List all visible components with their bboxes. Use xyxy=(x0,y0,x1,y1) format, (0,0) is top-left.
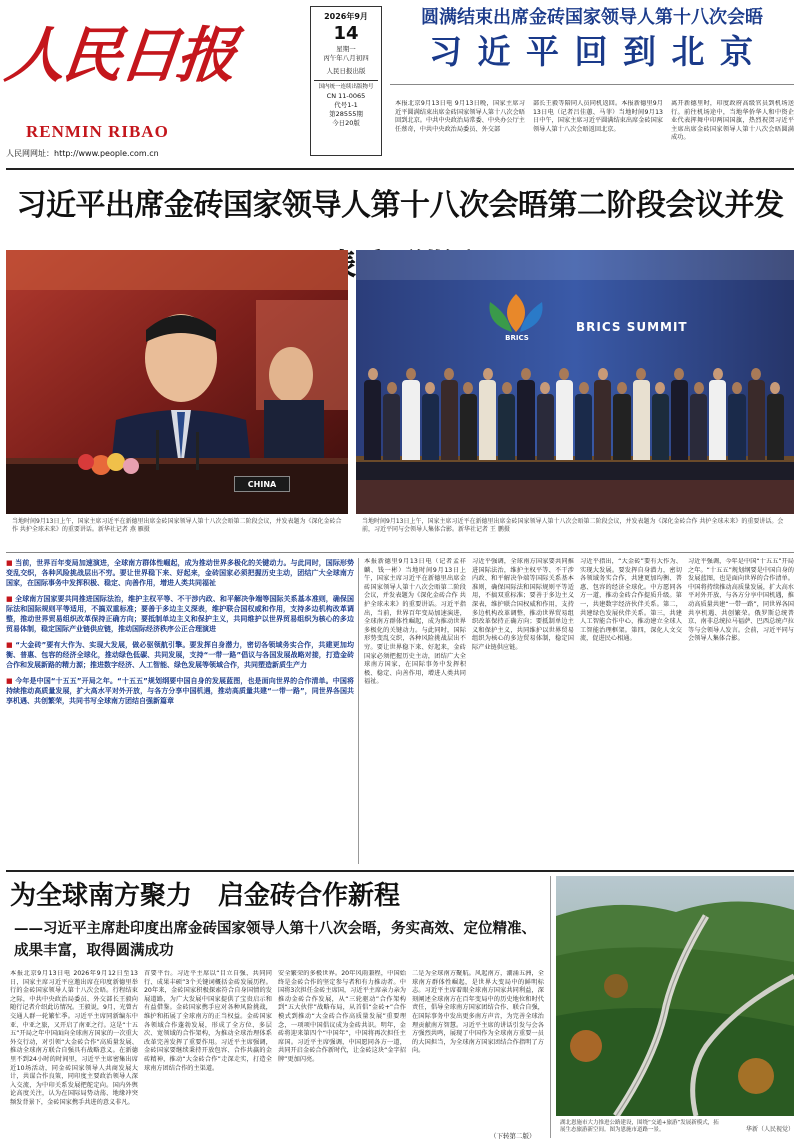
leader-figure xyxy=(422,382,439,460)
page-count: 今日20版 xyxy=(332,119,360,127)
leader-figure xyxy=(479,368,496,460)
date-weekday: 星期一 xyxy=(336,45,356,53)
feature-col3: 安全繁荣的多极世界。20年风雨兼程，中国始终是金砖合作的坚定参与者和有力推动者。中国将3次担任金砖主席国，习近平主席亲力亲为推动金砖合作发展，从“三轮驱动”合作架构到“五大伙伴”战略布局，从首倡“金砖+”合作模式到推动“大金砖合作高质量发展”重要理念，一项项中国倡议成为金砖共识。明年，金砖将迎来第四个“中国年”，中国将再次担任主席国。习近平主席强调，中国愿同各方一道，共同开启金砖合作新时代，让金砖这块“金字招牌”更加闪亮。 xyxy=(278,970,406,1063)
top-story-col3: 离开新德里时，印度政府高级官员到机场送行。前往机场途中，当地华侨华人和中资企业代表挥舞中印两国国旗，热烈祝贺习近平主席出席金砖国家领导人第十八次会晤圆满成功。 xyxy=(671,100,794,142)
masthead-logo: 人民日报 xyxy=(1,21,238,91)
road-photo-credit: 华新（人民视觉） xyxy=(745,1126,794,1133)
masthead-english-title: RENMIN RIBAO xyxy=(26,122,169,141)
brics-summit-banner: BRICS SUMMIT xyxy=(576,320,688,334)
meeting-article-col3: 习近平指出，“大金砖”要有大作为、实现大发展。要发挥自身潜力，密切各领域务实合作，共建更加均衡、普惠、包容的经济全球化。中方愿同各方一道，推动金砖合作提质升级。第一，共建数字经济伙伴关系。第二，共建绿色发展伙伴关系。第三，共建人工智能合作中心，推动建立全球人工智能治理框架。第四，深化人文交流，促进民心相通。 xyxy=(580,558,682,643)
leader-figure xyxy=(402,368,419,460)
key-point-4: ■ 今年是中国“十五五”开局之年。“十五五”规划纲要中国自身的发展蓝图，也是面向世界的合作清单。中国将持续推动高质量发展，扩大高水平对外开放，与各方分享中国机遇，推动高质量共建“一带一路”，同世界各国共享机遇、共创繁荣，共同书写全球南方团结自强新篇章 xyxy=(6,677,354,705)
leader-figure xyxy=(460,382,477,460)
leader-figure xyxy=(748,368,765,460)
leader-figure xyxy=(709,368,726,460)
leader-figure xyxy=(594,368,611,460)
brics-logo-text: BRICS xyxy=(505,334,529,342)
cn-number: CN 11-0065 xyxy=(326,92,366,100)
group-photo xyxy=(356,250,794,514)
meeting-article-col4: 习近平强调，今年是中国“十五五”开局之年。“十五五”规划纲要是中国自身的发展蓝图，也是面向世界的合作清单。中国将持续推动高质量发展，扩大高水平对外开放，与各方分享中国机遇，推动高质量共建“一带一路”，同世界各国共享机遇、共创繁荣。俄罗斯总统普京、南非总统拉马福萨、巴西总统卢拉等与会领导人发言。会前，习近平同与会领导人集体合影。 xyxy=(688,558,794,643)
road-photo-illustration xyxy=(556,876,794,1116)
issue-number: 第28555期 xyxy=(329,110,363,118)
leader-figure xyxy=(441,368,458,460)
daihao: 代号1-1 xyxy=(334,101,358,109)
leader-figure xyxy=(575,382,592,460)
mountain-road-photo xyxy=(556,876,794,1116)
date-lunar: 丙午年八月初四 xyxy=(323,54,369,62)
leaders-group xyxy=(364,368,786,460)
feature-subheadline: ——习近平主席赴印度出席金砖国家领导人第十八次会晤，务实高效、定位精准、成果丰富，取得圆满成功 xyxy=(14,920,536,959)
meeting-article-col1: 本报新德里9月13日电（记者孟祥麟、钱一彬）当地时间9月13日上午，国家主席习近平在新德里出席金砖国家领导人第十八次会晤第二阶段会议，并发表题为《深化金砖合作 共护全球未来》的重要讲话。习近平指出，当前，世界百年变局加速演进，全球南方群体性崛起，成为推动世界多极化的关键动力。与此同时，国际形势变乱交织，各种风险挑战层出不穷。要让世界稳下来、好起来，金砖国家必须把握历史主动，团结广大全球南方国家，在国际事务中发挥积极、稳定、向善作用，增进人类共同福祉。 xyxy=(364,558,466,686)
feature-col4: 二是为全球南方聚航。风起南方，潮涌五洲，全球南方群体性崛起，是世界大变局中的鲜明标志。习近平主席着眼全球南方国家共同利益，深刻阐述全球南方在百年变局中的历史地位和时代责任，倡导全球南方国家团结合作、联合自强，在国际事务中发出更多南方声音，为完善全球治理贡献南方智慧。习近平主席的讲话引发与会各方强烈共鸣，展现了中国作为全球南方重要一员的大国担当，为全球南方国家团结合作指明了方向。 xyxy=(412,970,544,1055)
date-box xyxy=(310,6,382,156)
publisher: 人民日报出版 xyxy=(326,67,366,75)
top-story-col2: 部长王毅等陪同人员同机返回。本报新德里9月13日电（记者吕佳蕙、马菲）当地时间9月13日中午，国家主席习近平圆满结束出席金砖国家领导人第十八次会晤返回北京。 xyxy=(533,100,663,133)
leader-figure xyxy=(633,368,650,460)
feature-col2: 首要平台。习近平主席以“目立自强、共同同行、成果丰硕”3个关键词概括金砖发展历程。20年来，金砖国家积极探索符合自身国情的发展道路，为广大发展中国家提供了宝贵启示和有益借鉴。金砖国家携手应对各种风险挑战，维护和拓展了全球南方的正当权益。金砖国家各领域合作蓬勃发展，形成了全方位、多层次、宽领域的合作架构，为推动全球治理体系改革完善发挥了重要作用。习近平主席强调，金砖国家要继续秉持开放包容、合作共赢的金砖精神，推动“大金砖合作”走深走实，打造全球南方团结合作的主渠道。 xyxy=(144,970,272,1072)
top-headline-small: 圆满结束出席金砖国家领导人第十八次会晤 xyxy=(421,7,763,28)
serial-code-label: 国内统一连续出版物号 xyxy=(318,84,374,90)
leader-figure xyxy=(652,382,669,460)
right-photo-caption: 当地时间9月13日上午，国家主席习近平在新德里出席金砖国家领导人第十八次会晤第二阶段会议，并发表题为《深化金砖合作 共护全球未来》的重要讲话。会前，习近平同与会领导人集体合影。新华社记者 王 鹏摄 xyxy=(362,518,784,533)
leader-figure xyxy=(767,382,784,460)
key-point-3: ■ “大金砖”要有大作为、实现大发展，做必驱领航引擎。要发挥自身潜力，密切各领域务实合作，共建更加均衡、普惠、包容的经济全球化，推动绿色低碳、共同发展，支持“一带一路”倡议与各国发展战略对接，打造金砖合作和发展新路的精力源；推进数字经济、人工智能、绿色发展等领域合作，共同塑造新质生产力 xyxy=(6,641,354,669)
main-headline: 习近平出席金砖国家领导人第十八次会晤第二阶段会议并发 xyxy=(16,188,784,223)
leader-figure xyxy=(383,382,400,460)
leader-figure xyxy=(517,368,534,460)
feature-headline: 为全球南方聚力 启金砖合作新程 xyxy=(10,881,401,911)
country-nameplate: CHINA xyxy=(234,476,290,492)
meeting-article-col2: 习近平强调，全球南方国家要共同推进国际法治，维护主权平等、不干涉内政、和平解决争端等国际关系基本准则，确保国际法和国际规则平等适用，不搞双重标准；要善于多边主义深表，维护联合国权威和作用，支持多边机构改革调整，推动世界贸易组织改革保持正确方向；要抵制单边主义和保护主义，共同维护以世界贸易组织为核心的多边贸易体制，稳定国际产业链供应链。 xyxy=(472,558,574,651)
road-photo-caption: 湖北恩施市大力推进公路建设，围绕“交通+旅游”发展新模式，拓展生态旅游新空间。图为恩施市道路一景。 xyxy=(560,1120,719,1133)
leader-figure xyxy=(537,382,554,460)
top-headline-large: 习 近 平 回 到 北 京 xyxy=(429,32,755,71)
leader-figure xyxy=(613,382,630,460)
xi-speech-photo xyxy=(6,250,348,514)
feature-col1: 本报北京9月13日电 2026年9月12日至13日，国家主席习近平应邀出席在印度新德里举行的金砖国家领导人第十八次会晤。行程结束之际，中共中央政治局委员、外交部长王毅向随行记者介绍此访情况。王毅说，9月，光曾古交通人群一轮繁忙季。习近平主席同新编东中亚、中亚之旅，又开启了南亚之行。这是“十五五”开局之年中国面向全球南方国家的一次重大外交行动，对引领“大金砖合作”高质量发展、推动全球南方联合自强具有战略意义。在新德里不到24小时的时间里，习近平主席密集出席近10场活动，同金砖国家领导人共商发展大计，共谋合作良策，同印度主要政治领导人深入交流，为中印关系发展把舵定向。国内外舆论高度关注，认为在国际局势动荡、地缘冲突频发背景下，金砖国家携手共进的意义非凡。 xyxy=(10,970,138,1106)
leader-figure xyxy=(671,368,688,460)
date-day: 14 xyxy=(333,23,359,44)
key-point-1: ■ 当前，世界百年变局加速演进，全球南方群体性崛起，成为推动世界多极化的关键动力。与此同时，国际形势变乱交织，各种风险挑战层出不穷。要让世界稳下来、好起来，金砖国家必须把握历史主动，团结广大全球南方国家，在国际事务中发挥积极、稳定、向善作用，增进人类共同福祉 xyxy=(6,559,354,587)
leader-figure xyxy=(498,382,515,460)
date-year-month: 2026年9月 xyxy=(324,12,368,21)
left-photo-caption: 当地时间9月13日上午，国家主席习近平在新德里出席金砖国家领导人第十八次会晤第二阶段会议，并发表题为《深化金砖合作 共护全球未来》的重要讲话。新华社记者 燕 雁摄 xyxy=(12,518,342,533)
leader-figure xyxy=(556,368,573,460)
continued-note: （下转第二版） xyxy=(490,1132,536,1140)
key-point-2: ■ 全球南方国家要共同推进国际法治，维护主权平等、不干涉内政、和平解决争端等国际关系基本准则，确保国际法和国际规则平等适用，不搞双重标准；要善于多边主义深表，维护联合国权威和作用，支持多边机构改革调整，推动世界贸易组织改革保持正确方向；要抵制单边主义和保护主义，共同维护以世界贸易组织为核心的多边贸易体制，稳定国际产业链供应链，推动国际经济秩序公正合理演进 xyxy=(6,595,354,633)
top-story-col1: 本报北京9月13日电 9月13日晚，国家主席习近平圆满结束出席金砖国家领导人第十八次会晤回到北京。中共中央政治局常委、中央办公厅主任蔡奇，中共中央政治局委员、外交部 xyxy=(395,100,525,133)
leader-figure xyxy=(690,382,707,460)
key-points-column xyxy=(6,558,354,864)
leader-figure xyxy=(364,368,381,460)
leader-figure xyxy=(728,382,745,460)
website-url[interactable]: 人民网网址：http://www.people.com.cn xyxy=(6,149,159,158)
speech-photo-illustration xyxy=(6,250,348,514)
